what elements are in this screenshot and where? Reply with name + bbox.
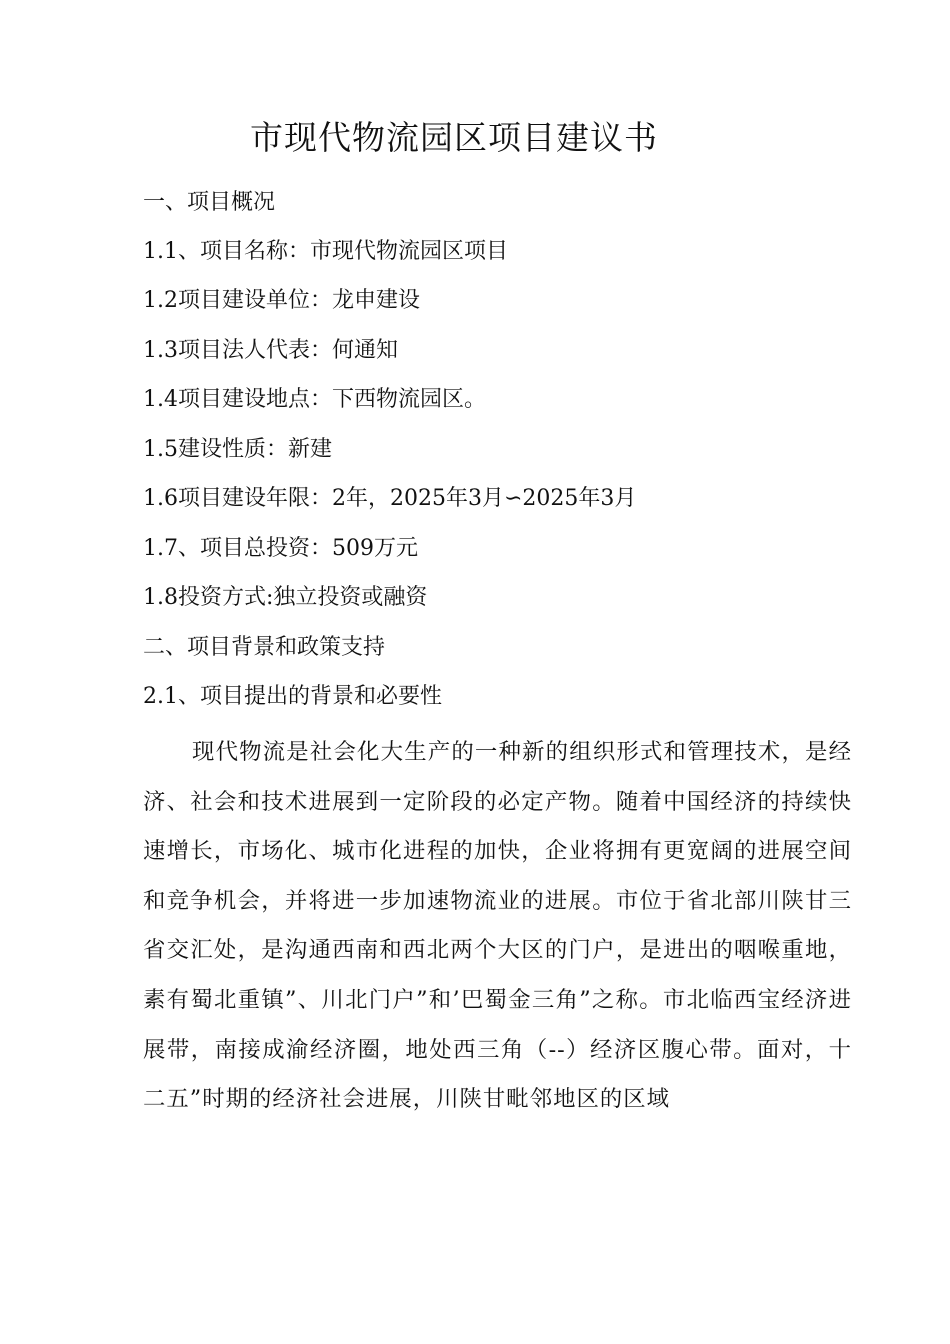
item-construction-nature: 1.5建设性质：新建 bbox=[143, 437, 332, 462]
item-legal-representative: 1.3项目法人代表：何通知 bbox=[143, 338, 398, 363]
section-heading-background: 二、项目背景和政策支持 bbox=[143, 635, 386, 660]
section-heading-overview: 一、项目概况 bbox=[143, 190, 276, 215]
body-paragraph: 现代物流是社会化大生产的一种新的组织形式和管理技术，是经济、社会和技术进展到一定阶段的必定产物。随着中国经济的持续快速增长，市场化、城市化进程的加快，企业将拥有更宽阔的进展空间和竞争机会，并将进一步加速物流业的进展。市位于省北部川陕甘三省交汇处，是沟通西南和西北两个大区的门户，是进出的咽喉重地，素有蜀北重镇”、川北门户”和’巴蜀金三角”之称。市北临西宝经济进展带，南接成渝经济圈，地处西三角（--）经济区腹心带。面对，十二五”时期的经济社会进展，川陕甘毗邻地区的区域 bbox=[143, 739, 852, 1113]
item-project-name: 1.1、项目名称：市现代物流园区项目 bbox=[143, 239, 508, 264]
item-construction-location: 1.4项目建设地点：下西物流园区。 bbox=[143, 387, 486, 412]
item-total-investment: 1.7、项目总投资：509万元 bbox=[143, 536, 418, 561]
item-construction-unit: 1.2项目建设单位：龙申建设 bbox=[143, 288, 420, 313]
subsection-heading-background: 2.1、项目提出的背景和必要性 bbox=[143, 684, 442, 709]
item-investment-method: 1.8投资方式:独立投资或融资 bbox=[143, 585, 428, 610]
item-construction-period: 1.6项目建设年限：2年，2025年3月∽2025年3月 bbox=[143, 486, 637, 511]
document-title: 市现代物流园区项目建议书 bbox=[250, 118, 658, 157]
